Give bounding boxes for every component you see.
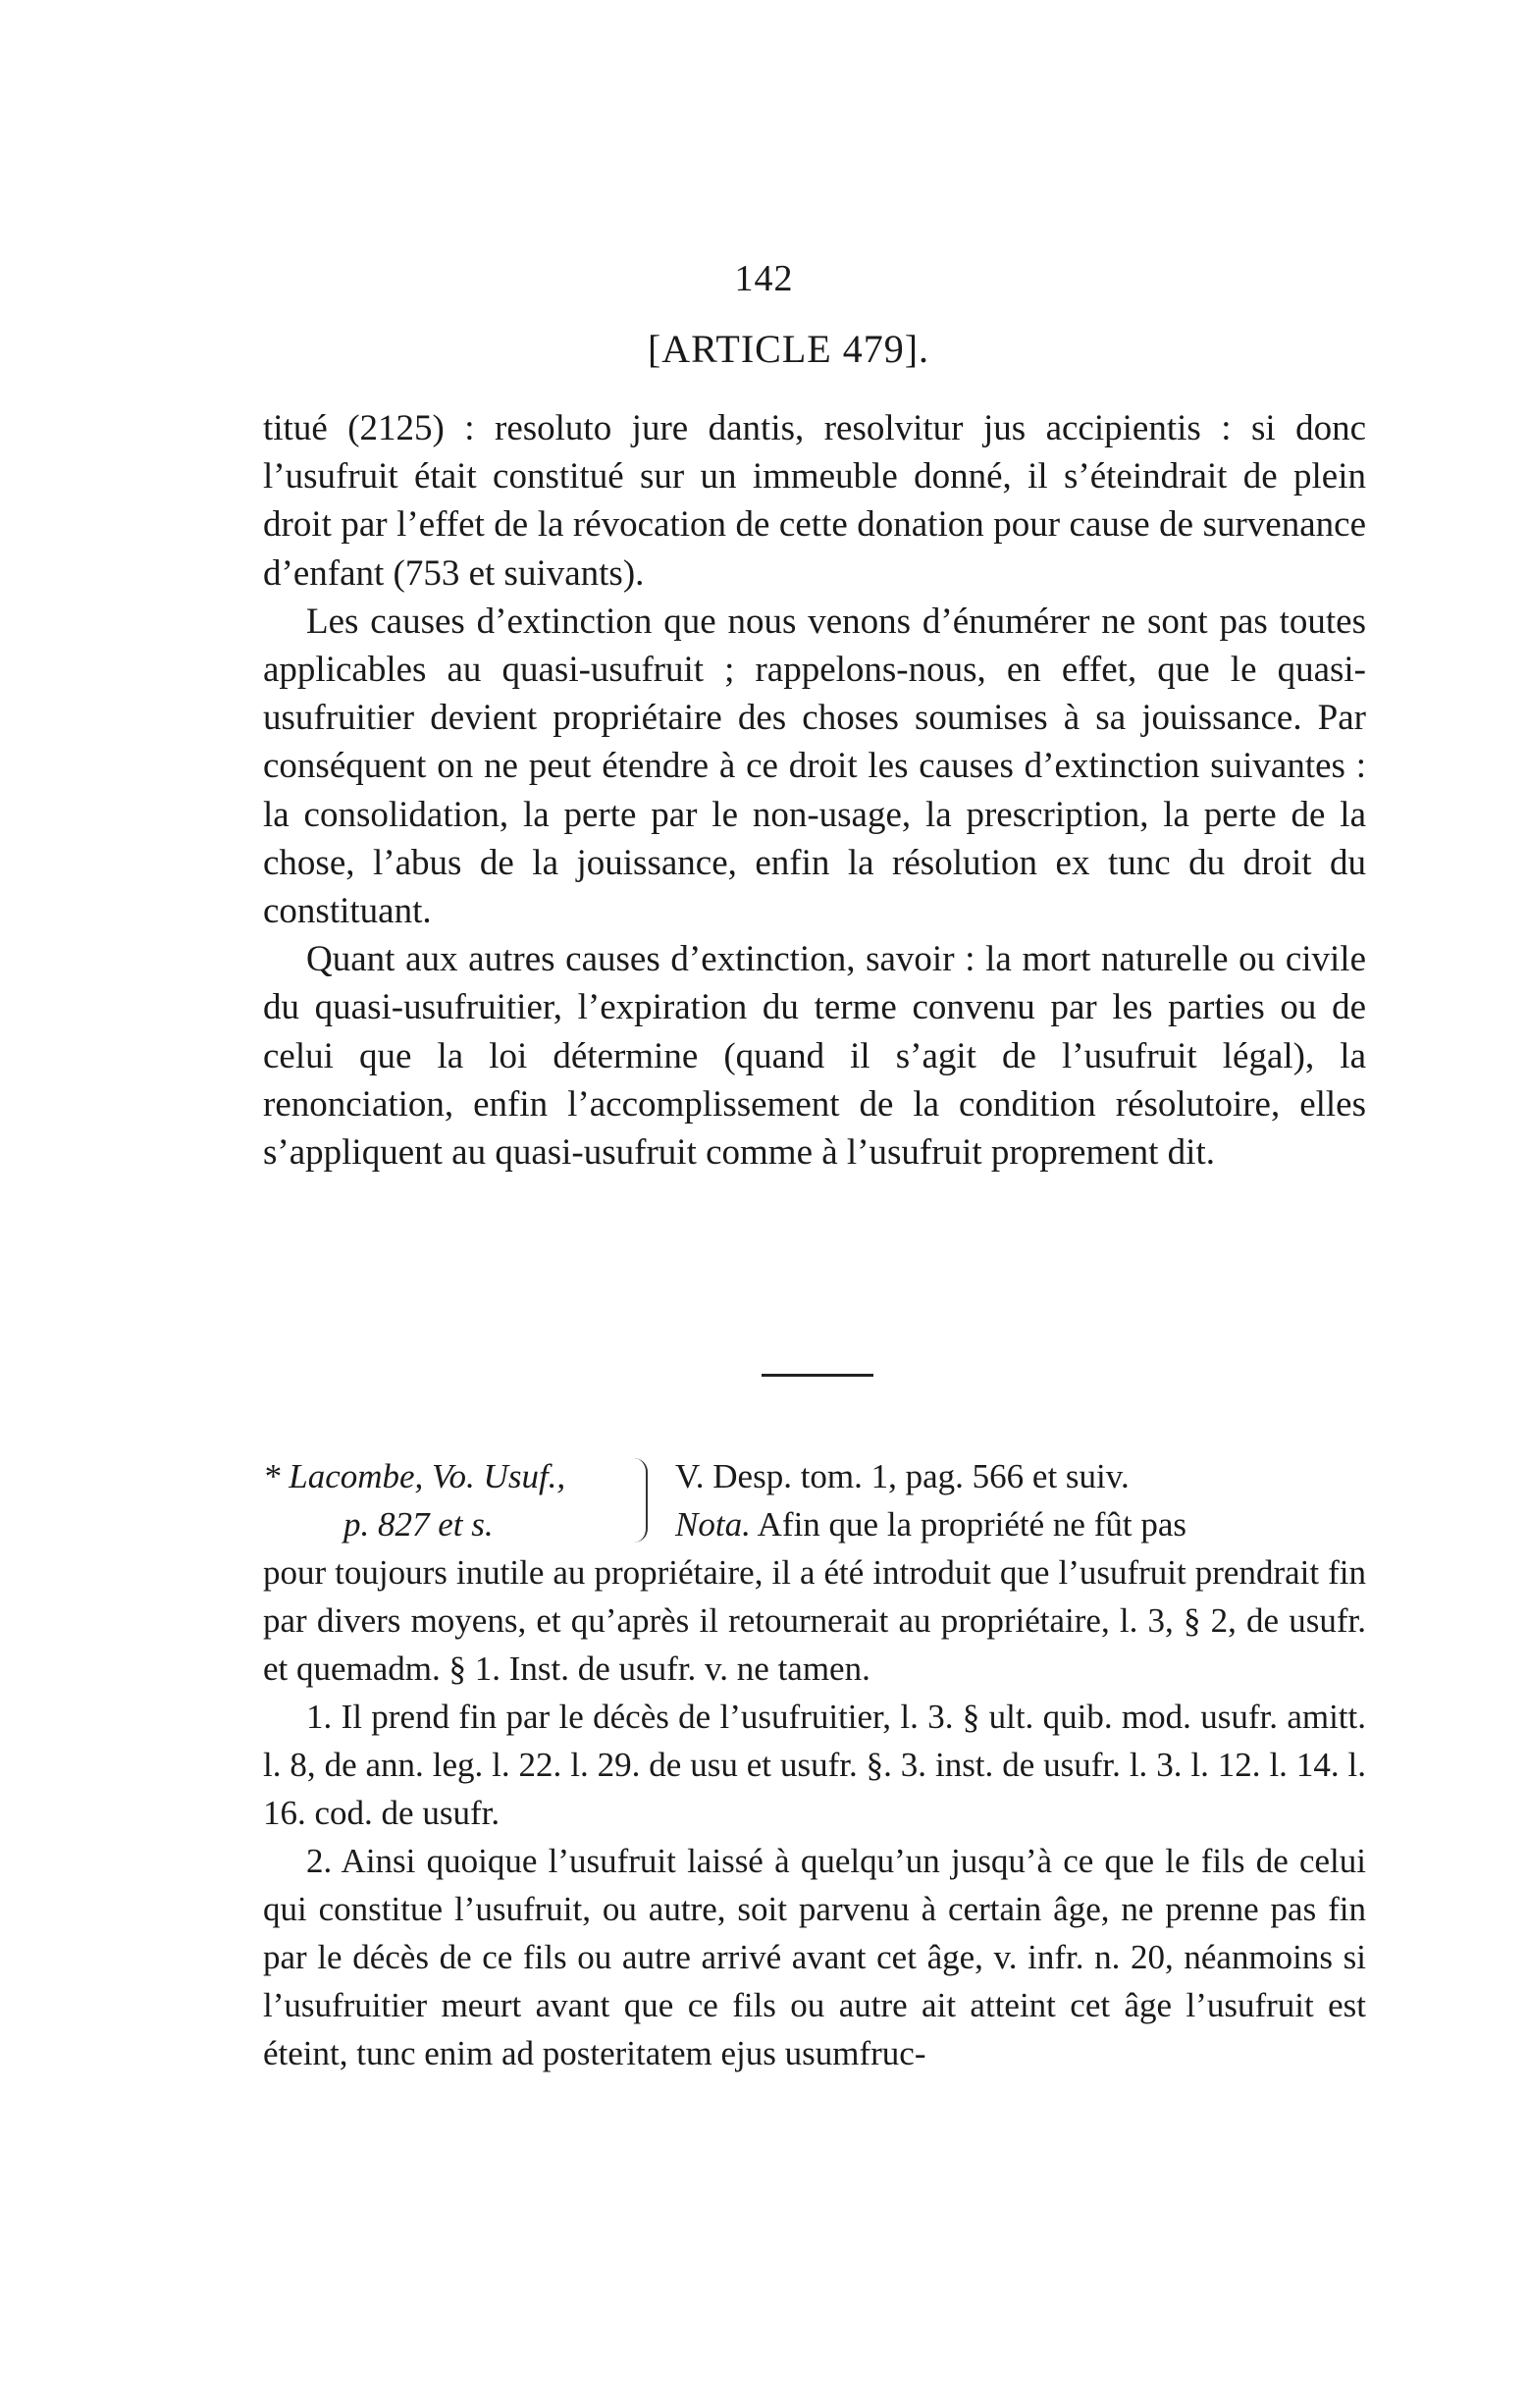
body-paragraph-3: Quant aux autres causes d’extinction, savoir : la mort naturelle ou civile du quasi-usufruitier, l’expiration du terme convenu par les parties ou de celui que la loi détermine (quand il s’agit de l’usufruit légal), la renonciation, enfin l’accomplissement de la condition résolutoire, elles s’appliquent au quasi-usufruit comme à l’usufruit proprement dit. [263,939,1366,1174]
nota-line [675,1500,1366,1548]
body-paragraph-2: Les causes d’extinction que nous venons d’énumérer ne sont pas toutes applicables au quasi-usufruit ; rappelons-nous, en effet, que le quasi-usufruitier devient propriétaire des choses soumises à sa jouissance. Par conséquent on ne peut étendre à ce droit les causes d’extinction suivantes : la consolidation, la perte par le non-usage, la prescription, la perte de la chose, l’abus de la jouissance, enfin la résolution ex tunc du droit du constituant. [263,601,1366,932]
note-paragraph-1: 1. Il prend fin par le décès de l’usufruitier, l. 3. § ult. quib. mod. usufr. amitt. l. 8, de ann. leg. l. 22. l. 29. de usu et usufr. §. 3. inst. de usufr. l. 3. l. 12. l. 14. l. 16. cod. de usufr. [263,1698,1366,1832]
page-number: 142 [734,258,794,299]
note-paragraph-2: 2. Ainsi quoique l’usufruit laissé à quelqu’un jusqu’à ce que le fils de celui qui constitue l’usufruit, ou autre, soit parvenu à certain âge, ne prenne pas fin par le décès de ce fils ou autre arrivé avant cet âge, v. infr. n. 20, néanmoins si l’usufruitier meurt avant que ce fils ou autre ait atteint cet âge l’usufruit est éteint, tunc enim ad posteritatem ejus usumfruc- [263,1842,1366,2072]
article-heading: [ARTICLE 479]. [647,327,930,371]
nota-text: Afin que la propriété ne fût pas [750,1505,1186,1544]
body-paragraph-1: titué (2125) : resoluto jure dantis, resolvitur jus accipientis : si donc l’usufruit était constitué sur un immeuble donné, il s’éteindrait de plein droit par l’effet de la révocation de cette donation pour cause de survenance d’enfant (753 et suivants). [263,408,1366,594]
annotation-notes [263,1452,1366,2077]
reference-block [263,1452,1366,1548]
section-separator-rule [762,1374,873,1377]
nota-label: Nota. [675,1505,751,1544]
reference-page: p. 827 et s. [343,1505,494,1544]
main-text [263,404,1366,1177]
brace-icon [632,1458,648,1543]
reference-citation: V. Desp. tom. 1, pag. 566 et suiv. [675,1457,1130,1495]
reference-detail [675,1452,1366,1548]
reference-source [263,1452,675,1548]
nota-continuation: pour toujours inutile au propriétaire, il a été introduit que l’usufruit prendrait fin par divers moyens, et qu’après il retournerait au propriétaire, l. 3, § 2, de usufr. et quemadm. § 1. Inst. de usufr. v. ne tamen. [263,1553,1366,1688]
reference-author: * Lacombe, Vo. Usuf., [263,1457,566,1495]
